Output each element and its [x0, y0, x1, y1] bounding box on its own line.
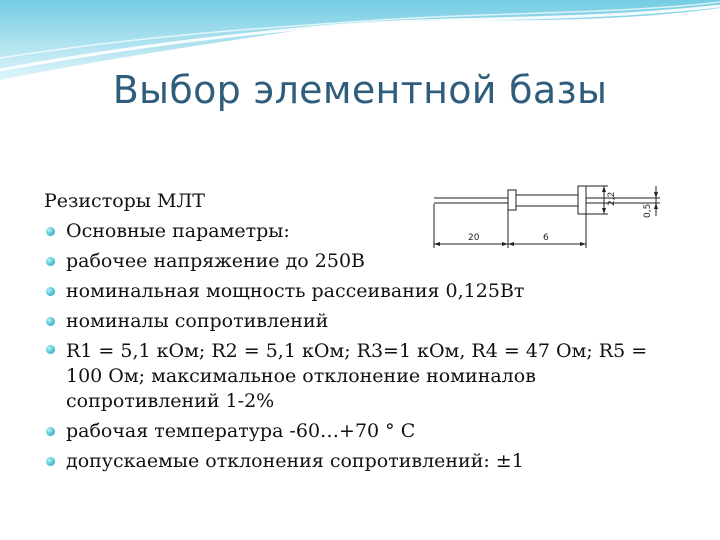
resistor-drawing: [428, 176, 668, 256]
list-item: допускаемые отклонения сопротивлений: ±1: [44, 446, 684, 476]
bullet-icon: [46, 457, 55, 466]
bullet-icon: [46, 287, 55, 296]
bullet-icon: [46, 317, 55, 326]
dimension-label-lead-diameter: 0,5: [643, 203, 653, 218]
dimension-label-body: 6: [543, 233, 549, 243]
dimension-label-diameter: 2,2: [607, 191, 617, 206]
list-item: Основные параметры:: [44, 216, 684, 246]
list-item: номиналы сопротивлений: [44, 306, 684, 336]
list-item: номинальная мощность рассеивания 0,125Вт: [44, 276, 684, 306]
slide-title: Выбор элементной базы: [112, 68, 608, 112]
list-item: рабочее напряжение до 250В: [44, 246, 684, 276]
list-item: рабочая температура -60…+70 ° С: [44, 416, 684, 446]
list-item: R1 = 5,1 кОм; R2 = 5,1 кОм; R3=1 кОм, R4 = 47 Ом; R5 = 100 Ом; максимальное отклонение номиналов сопротивлений 1-2%: [44, 336, 684, 416]
bullet-icon: [46, 257, 55, 266]
bullet-icon: [46, 345, 55, 354]
dimension-label-lead: 20: [468, 233, 480, 243]
section-heading: Резисторы МЛТ: [44, 190, 205, 212]
bullet-icon: [46, 227, 55, 236]
bullet-icon: [46, 427, 55, 436]
